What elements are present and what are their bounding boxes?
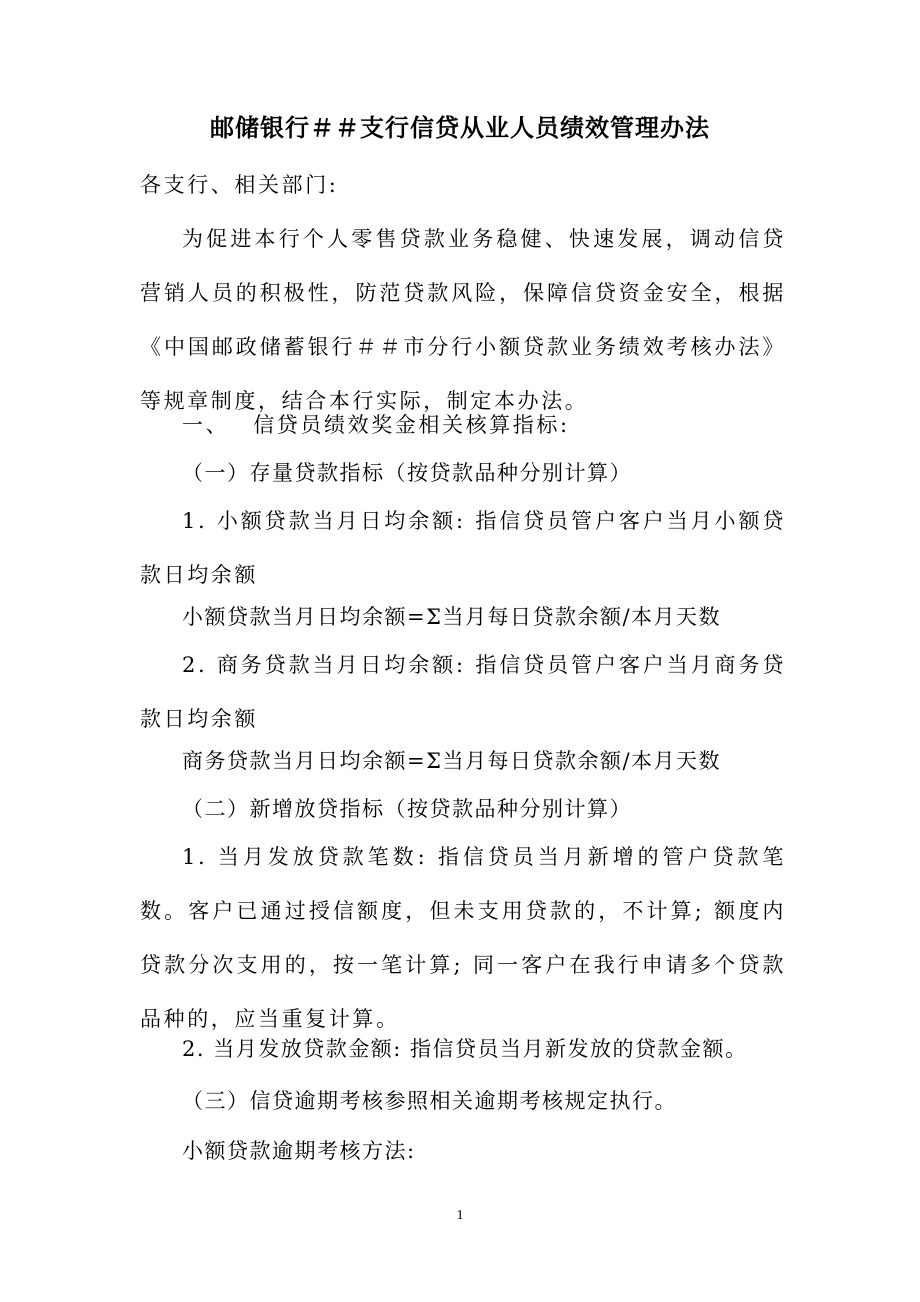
- section-1-number: 一、: [182, 413, 230, 437]
- page-number: 1: [456, 1208, 464, 1223]
- item-2-1: 1. 当月发放贷款笔数: 指信贷员当月新增的管户贷款笔数。客户已通过授信额度，但未支用贷款的，不计算; 额度内贷款分次支用的，按一笔计算; 同一客户在我行申请多个贷款品种的，应当重复计算。: [140, 845, 786, 1031]
- item-2-2: 2. 当月发放贷款金额: 指信贷员当月新发放的贷款金额。: [182, 1037, 748, 1061]
- item-1-2: 2. 商务贷款当月日均余额: 指信贷员管户客户当月商务贷款日均余额: [140, 653, 786, 731]
- overdue-method-heading: 小额贷款逾期考核方法:: [182, 1139, 416, 1163]
- salutation: 各支行、相关部门:: [140, 173, 339, 197]
- subsection-3-heading: （三）信贷逾期考核参照相关逾期考核规定执行。: [182, 1089, 677, 1113]
- section-1-title: 信贷员绩效奖金相关核算指标:: [253, 413, 570, 437]
- subsection-1-heading: （一）存量贷款指标（按贷款品种分别计算）: [182, 461, 632, 485]
- formula-1-2: 商务贷款当月日均余额=Σ当月每日贷款余额/本月天数: [182, 749, 722, 773]
- item-1-1: 1. 小额贷款当月日均余额: 指信贷员管户客户当月小额贷款日均余额: [140, 509, 786, 587]
- document-title: 邮储银行＃＃支行信贷从业人员绩效管理办法: [210, 113, 710, 142]
- intro-paragraph: 为促进本行个人零售贷款业务稳健、快速发展，调动信贷营销人员的积极性，防范贷款风险，保障信贷资金安全，根据《中国邮政储蓄银行＃＃市分行小额贷款业务绩效考核办法》等规章制度，结合本行实际，制定本办法。: [140, 227, 786, 413]
- formula-1-1: 小额贷款当月日均余额=Σ当月每日贷款余额/本月天数: [182, 605, 722, 629]
- section-1-heading: [182, 398, 570, 452]
- subsection-2-heading: （二）新增放贷指标（按贷款品种分别计算）: [182, 797, 632, 821]
